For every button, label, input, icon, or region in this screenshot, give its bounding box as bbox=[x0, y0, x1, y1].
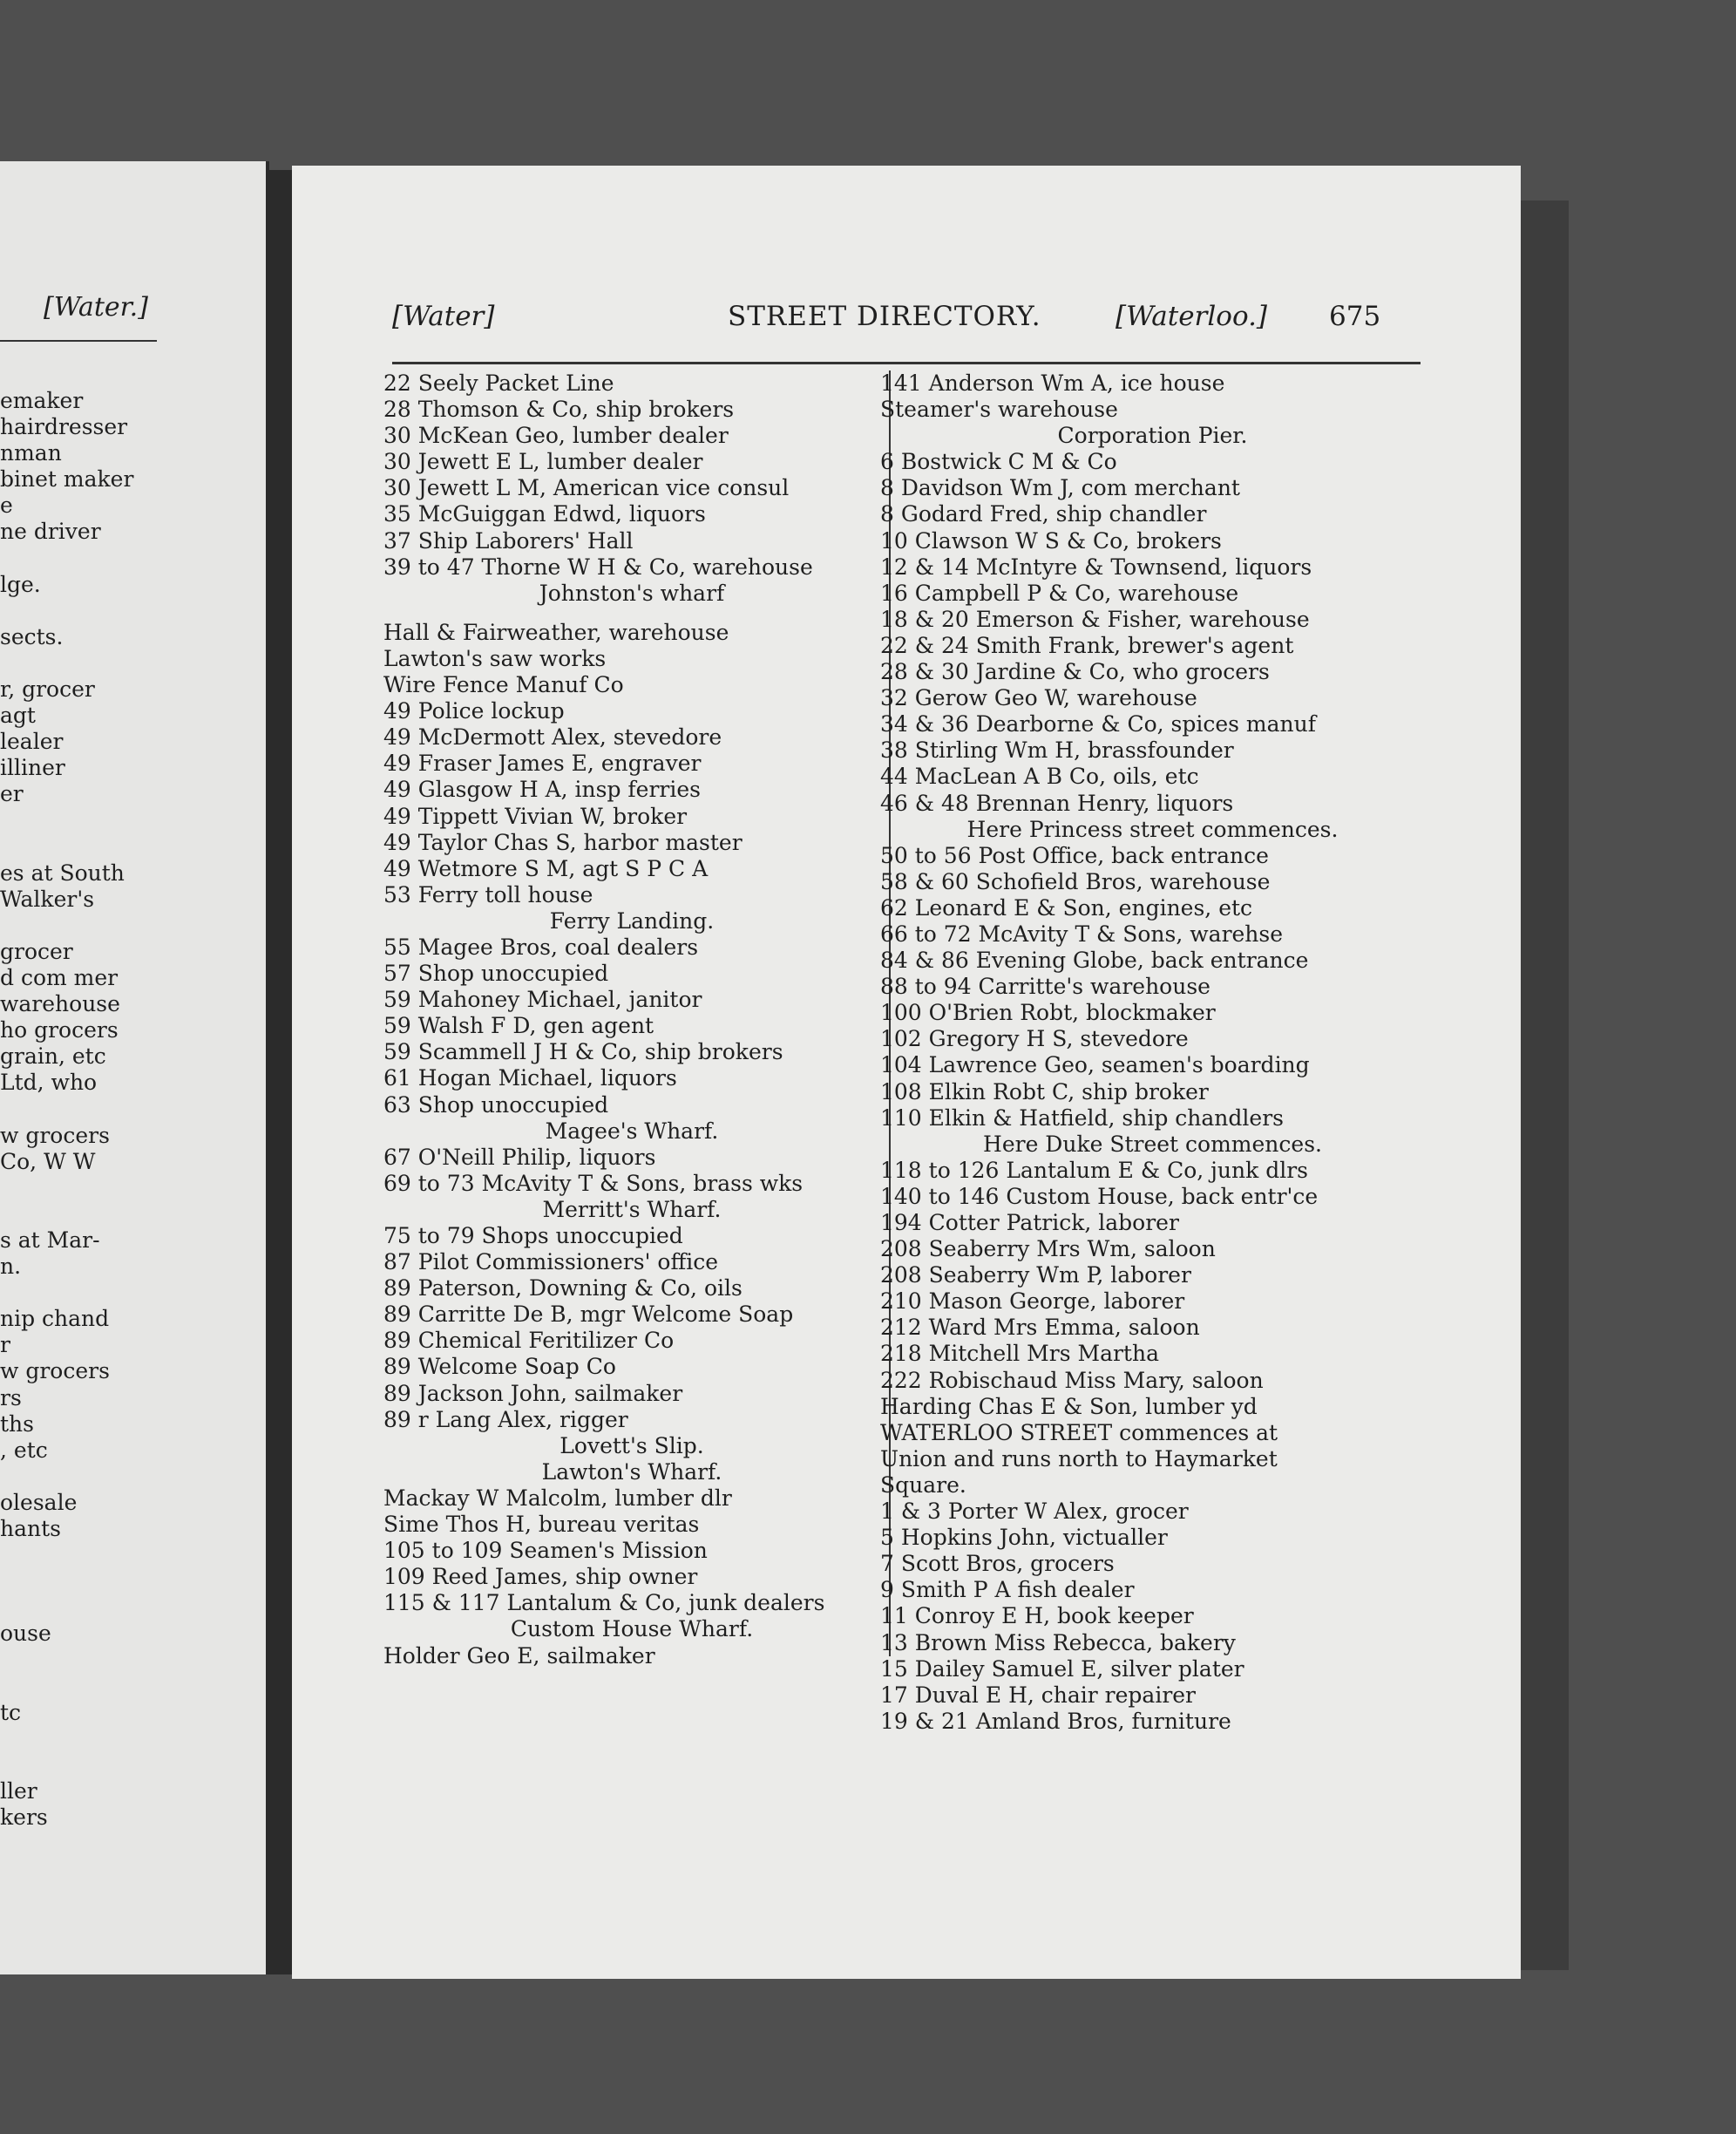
left-page-fragment: kers bbox=[0, 1804, 48, 1831]
left-page-fragment: grain, etc bbox=[0, 1043, 106, 1070]
directory-entry: Harding Chas E & Son, lumber yd bbox=[880, 1393, 1258, 1419]
directory-entry: 16 Campbell P & Co, warehouse bbox=[880, 580, 1239, 606]
directory-entry: 59 Walsh F D, gen agent bbox=[383, 1013, 654, 1039]
directory-entry: 208 Seaberry Wm P, laborer bbox=[880, 1262, 1191, 1288]
left-page-fragment: e bbox=[0, 493, 13, 519]
left-page-fragment: emaker bbox=[0, 388, 84, 413]
left-page-fragment: nman bbox=[0, 440, 62, 466]
directory-entry: 210 Mason George, laborer bbox=[880, 1288, 1185, 1315]
directory-entry: 100 O'Brien Robt, blockmaker bbox=[880, 1000, 1216, 1026]
directory-entry: 59 Mahoney Michael, janitor bbox=[383, 987, 702, 1013]
right-page bbox=[292, 166, 1521, 1979]
directory-entry: 69 to 73 McAvity T & Sons, brass wks bbox=[383, 1170, 804, 1196]
directory-entry bbox=[383, 607, 880, 620]
directory-entry: 53 Ferry toll house bbox=[383, 881, 593, 907]
directory-entry: 38 Stirling Wm H, brassfounder bbox=[880, 737, 1234, 764]
left-page-fragment bbox=[0, 1201, 133, 1227]
directory-entry: 89 Carritte De B, mgr Welcome Soap bbox=[383, 1301, 794, 1328]
header-title: STREET DIRECTORY. bbox=[728, 301, 1041, 332]
directory-entry: Holder Geo E, sailmaker bbox=[383, 1642, 655, 1668]
left-page-fragment: grocer bbox=[0, 938, 73, 964]
directory-entry: 7 Scott Bros, grocers bbox=[880, 1551, 1115, 1577]
directory-entry: 1 & 3 Porter W Alex, grocer bbox=[880, 1499, 1189, 1525]
directory-entry: 89 Jackson John, sailmaker bbox=[383, 1380, 683, 1406]
left-page-fragment: hants bbox=[0, 1516, 61, 1542]
directory-entry: 49 Police lockup bbox=[383, 698, 565, 724]
header-right: [Waterloo.] bbox=[1116, 301, 1268, 332]
directory-entry: 30 McKean Geo, lumber dealer bbox=[383, 423, 729, 449]
left-page-fragment bbox=[0, 1175, 133, 1201]
left-page-fragment: hairdresser bbox=[0, 414, 128, 440]
directory-entry: 88 to 94 Carritte's warehouse bbox=[880, 974, 1210, 1000]
directory-entry: 44 MacLean A B Co, oils, etc bbox=[880, 764, 1199, 790]
directory-entry: Union and runs north to Haymarket bbox=[880, 1445, 1278, 1471]
directory-entry: 30 Jewett L M, American vice consul bbox=[383, 475, 790, 501]
left-page-fragment: Co, W W bbox=[0, 1148, 96, 1174]
left-page-fragment: lge. bbox=[0, 571, 41, 597]
directory-entry: WATERLOO STREET commences at bbox=[880, 1419, 1278, 1445]
left-page-fragment bbox=[0, 546, 133, 572]
directory-entry: 89 r Lang Alex, rigger bbox=[383, 1406, 628, 1432]
left-page-fragment: ouse bbox=[0, 1621, 51, 1647]
directory-entry: 49 Fraser James E, engraver bbox=[383, 751, 702, 777]
left-page-fragment bbox=[0, 1752, 133, 1778]
directory-entry: Lawton's saw works bbox=[383, 645, 607, 671]
directory-entry: Steamer's warehouse bbox=[880, 397, 1118, 423]
directory-entry: 39 to 47 Thorne W H & Co, warehouse bbox=[383, 554, 813, 580]
directory-entry: Wire Fence Manuf Co bbox=[383, 672, 624, 698]
left-page-fragment bbox=[0, 913, 133, 939]
left-page-fragment: lealer bbox=[0, 729, 64, 755]
directory-entry: 30 Jewett E L, lumber dealer bbox=[383, 449, 703, 475]
directory-entry: 194 Cotter Patrick, laborer bbox=[880, 1210, 1179, 1235]
left-page-fragment: d com mer bbox=[0, 965, 119, 991]
directory-entry: 89 Welcome Soap Co bbox=[383, 1354, 616, 1380]
section-heading: Magee's Wharf. bbox=[545, 1118, 719, 1144]
directory-entry: 89 Paterson, Downing & Co, oils bbox=[383, 1275, 743, 1301]
left-page-fragment: olesale bbox=[0, 1489, 78, 1515]
directory-entry: 66 to 72 McAvity T & Sons, warehse bbox=[880, 921, 1284, 947]
section-heading: Johnston's wharf bbox=[539, 580, 725, 606]
directory-entry: 84 & 86 Evening Globe, back entrance bbox=[880, 948, 1309, 974]
left-column bbox=[383, 370, 880, 1669]
directory-entry: 208 Seaberry Mrs Wm, saloon bbox=[880, 1236, 1216, 1262]
directory-entry: Square. bbox=[880, 1471, 966, 1498]
directory-entry: 28 Thomson & Co, ship brokers bbox=[383, 397, 735, 423]
directory-entry: 110 Elkin & Hatfield, ship chandlers bbox=[880, 1104, 1284, 1131]
directory-entry: 118 to 126 Lantalum E & Co, junk dlrs bbox=[880, 1157, 1308, 1183]
left-page-fragment bbox=[0, 1568, 133, 1594]
left-page-fragment: ths bbox=[0, 1410, 34, 1437]
section-heading: Here Duke Street commences. bbox=[983, 1131, 1322, 1157]
page-edge bbox=[1521, 200, 1569, 1970]
directory-entry: 17 Duval E H, chair repairer bbox=[880, 1682, 1197, 1708]
directory-entry: 13 Brown Miss Rebecca, bakery bbox=[880, 1629, 1236, 1655]
left-page-fragment: , etc bbox=[0, 1437, 48, 1463]
directory-entry: 32 Gerow Geo W, warehouse bbox=[880, 685, 1197, 711]
left-page-rule bbox=[0, 340, 157, 342]
directory-entry: 212 Ward Mrs Emma, saloon bbox=[880, 1315, 1200, 1341]
directory-entry: 22 Seely Packet Line bbox=[383, 370, 614, 396]
left-page-fragment bbox=[0, 1726, 133, 1752]
directory-entry: 49 Taylor Chas S, harbor master bbox=[383, 829, 743, 855]
left-page-fragments bbox=[0, 388, 133, 1831]
section-heading: Merritt's Wharf. bbox=[542, 1196, 722, 1222]
left-page-fragment: binet maker bbox=[0, 466, 134, 493]
directory-entry: Hall & Fairweather, warehouse bbox=[383, 619, 729, 645]
directory-entry: 109 Reed James, ship owner bbox=[383, 1564, 698, 1590]
left-page-fragment: agt bbox=[0, 703, 36, 729]
left-page-fragment: sects. bbox=[0, 623, 64, 649]
directory-entry: 15 Dailey Samuel E, silver plater bbox=[880, 1655, 1244, 1682]
left-page-fragment: w grocers bbox=[0, 1358, 110, 1384]
directory-entry: 34 & 36 Dearborne & Co, spices manuf bbox=[880, 711, 1316, 737]
left-page-fragment bbox=[0, 1594, 133, 1621]
directory-entry: 105 to 109 Seamen's Mission bbox=[383, 1538, 708, 1564]
directory-entry: 63 Shop unoccupied bbox=[383, 1091, 609, 1118]
left-page-fragment bbox=[0, 834, 133, 860]
directory-entry: 19 & 21 Amland Bros, furniture bbox=[880, 1708, 1231, 1734]
left-page-fragment bbox=[0, 1464, 133, 1490]
directory-entry: Mackay W Malcolm, lumber dlr bbox=[383, 1485, 732, 1511]
directory-entry: 10 Clawson W S & Co, brokers bbox=[880, 527, 1222, 554]
section-heading: Corporation Pier. bbox=[1057, 423, 1248, 449]
directory-entry: 104 Lawrence Geo, seamen's boarding bbox=[880, 1052, 1310, 1078]
left-page-fragment: es at South bbox=[0, 860, 125, 886]
section-heading: Custom House Wharf. bbox=[510, 1616, 754, 1642]
directory-entry: 141 Anderson Wm A, ice house bbox=[880, 370, 1225, 396]
left-page-fragment: w grocers bbox=[0, 1122, 110, 1148]
directory-entry: 102 Gregory H S, stevedore bbox=[880, 1026, 1189, 1052]
left-page-fragment: illiner bbox=[0, 755, 65, 781]
directory-entry: 6 Bostwick C M & Co bbox=[880, 449, 1117, 475]
directory-entry: 49 Tippett Vivian W, broker bbox=[383, 803, 688, 829]
directory-entry: 37 Ship Laborers' Hall bbox=[383, 527, 634, 554]
directory-entry: 58 & 60 Schofield Bros, warehouse bbox=[880, 868, 1271, 894]
directory-entry: 5 Hopkins John, victualler bbox=[880, 1525, 1168, 1551]
left-page-fragment: er bbox=[0, 781, 24, 807]
book-gutter bbox=[266, 170, 292, 1974]
left-page-fragment bbox=[0, 1280, 133, 1306]
directory-entry: 108 Elkin Robt C, ship broker bbox=[880, 1078, 1209, 1104]
directory-entry: 218 Mitchell Mrs Martha bbox=[880, 1341, 1159, 1367]
directory-entry: 89 Chemical Feritilizer Co bbox=[383, 1328, 675, 1354]
directory-entry: 28 & 30 Jardine & Co, who grocers bbox=[880, 659, 1270, 685]
directory-entry: 59 Scammell J H & Co, ship brokers bbox=[383, 1039, 783, 1065]
left-page-fragment: s at Mar- bbox=[0, 1227, 100, 1253]
header-left: [Water] bbox=[392, 301, 495, 332]
left-page-fragment: r bbox=[0, 1332, 10, 1358]
directory-entry: 75 to 79 Shops unoccupied bbox=[383, 1223, 683, 1248]
directory-entry: 9 Smith P A fish dealer bbox=[880, 1577, 1135, 1603]
directory-entry: 11 Conroy E H, book keeper bbox=[880, 1603, 1194, 1629]
directory-entry: 49 McDermott Alex, stevedore bbox=[383, 724, 722, 751]
right-column bbox=[880, 370, 1425, 1735]
left-page-fragment bbox=[0, 598, 133, 624]
left-page-fragment: ho grocers bbox=[0, 1017, 119, 1043]
page-number: 675 bbox=[1329, 301, 1381, 332]
left-page-fragment: ller bbox=[0, 1777, 37, 1804]
section-heading: Ferry Landing. bbox=[549, 907, 715, 934]
left-page-fragment: Walker's bbox=[0, 886, 95, 912]
left-page-fragment bbox=[0, 1674, 133, 1700]
left-page-fragment bbox=[0, 1097, 133, 1123]
section-heading: Lawton's Wharf. bbox=[541, 1458, 722, 1485]
directory-entry: 62 Leonard E & Son, engines, etc bbox=[880, 894, 1253, 921]
left-page-fragment: ne driver bbox=[0, 519, 101, 545]
directory-entry: 49 Wetmore S M, agt S P C A bbox=[383, 855, 709, 881]
header-rule bbox=[392, 362, 1421, 364]
directory-entry: 115 & 117 Lantalum & Co, junk dealers bbox=[383, 1590, 825, 1616]
directory-entry: 87 Pilot Commissioners' office bbox=[383, 1249, 719, 1275]
left-page-fragment: n. bbox=[0, 1254, 22, 1280]
directory-entry: 61 Hogan Michael, liquors bbox=[383, 1065, 677, 1091]
directory-entry: 55 Magee Bros, coal dealers bbox=[383, 934, 699, 960]
left-page-fragment bbox=[0, 1648, 133, 1674]
left-page-header: [Water.] bbox=[44, 292, 148, 323]
directory-entry: 67 O'Neill Philip, liquors bbox=[383, 1144, 656, 1170]
directory-entry: 50 to 56 Post Office, back entrance bbox=[880, 842, 1269, 868]
left-page bbox=[0, 161, 269, 1974]
directory-entry: 8 Davidson Wm J, com merchant bbox=[880, 475, 1240, 501]
section-heading: Lovett's Slip. bbox=[559, 1432, 704, 1458]
directory-entry: 49 Glasgow H A, insp ferries bbox=[383, 777, 702, 803]
left-page-fragment bbox=[0, 650, 133, 676]
left-page-fragment: warehouse bbox=[0, 991, 120, 1017]
left-page-fragment: tc bbox=[0, 1699, 22, 1725]
left-page-fragment: Ltd, who bbox=[0, 1070, 98, 1096]
directory-entry: 35 McGuiggan Edwd, liquors bbox=[383, 501, 706, 527]
directory-entry: 18 & 20 Emerson & Fisher, warehouse bbox=[880, 606, 1310, 632]
directory-entry: 46 & 48 Brennan Henry, liquors bbox=[880, 790, 1234, 816]
directory-entry: Sime Thos H, bureau veritas bbox=[383, 1512, 700, 1538]
left-page-fragment bbox=[0, 1542, 133, 1568]
section-heading: Here Princess street commences. bbox=[966, 816, 1339, 842]
directory-entry: 8 Godard Fred, ship chandler bbox=[880, 501, 1207, 527]
directory-entry: 12 & 14 McIntyre & Townsend, liquors bbox=[880, 554, 1312, 580]
directory-entry: 57 Shop unoccupied bbox=[383, 961, 609, 987]
left-page-fragment: nip chand bbox=[0, 1306, 110, 1332]
left-page-fragment: r, grocer bbox=[0, 676, 95, 703]
left-page-fragment bbox=[0, 808, 133, 834]
left-page-fragment: rs bbox=[0, 1384, 22, 1410]
directory-entry: 22 & 24 Smith Frank, brewer's agent bbox=[880, 632, 1294, 658]
directory-entry: 222 Robischaud Miss Mary, saloon bbox=[880, 1367, 1264, 1393]
directory-entry: 140 to 146 Custom House, back entr'ce bbox=[880, 1183, 1319, 1209]
